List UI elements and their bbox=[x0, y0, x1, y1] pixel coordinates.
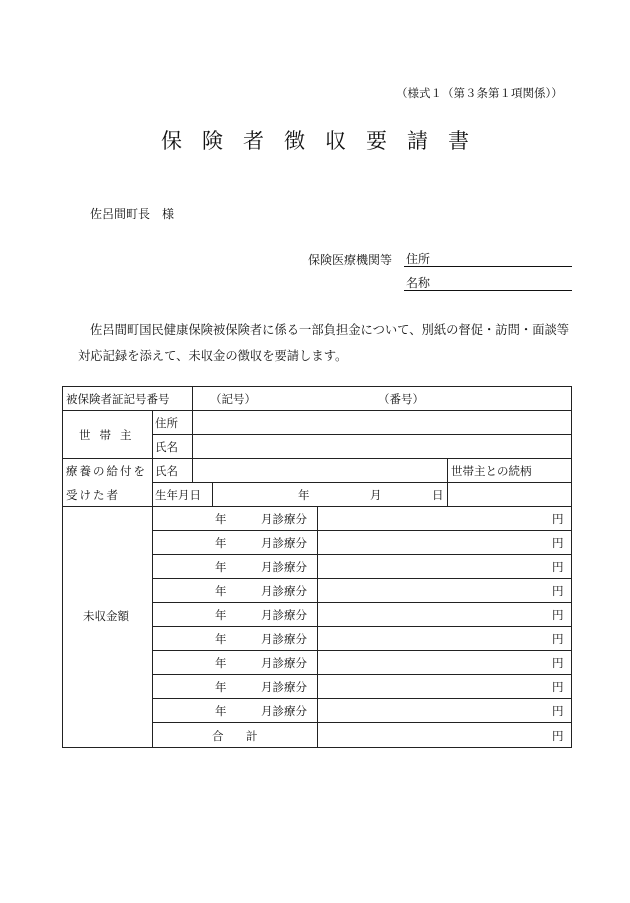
row-year-label: 年 bbox=[215, 704, 227, 718]
row-month-treatment-label: 月診療分 bbox=[261, 608, 307, 622]
row-month-treatment-label: 月診療分 bbox=[261, 584, 307, 598]
row-month-treatment-label: 月診療分 bbox=[261, 656, 307, 670]
form-number: （様式１（第３条第１項関係）） bbox=[396, 86, 563, 100]
row-yen-label: 円 bbox=[552, 704, 564, 718]
row-year-label: 年 bbox=[215, 656, 227, 670]
request-body-text: 佐呂間町国民健康保険被保険者に係る一部負担金について、別紙の督促・訪問・面談等対応記録を添えて、未収金の徴収を要請します。 bbox=[78, 323, 570, 363]
page-title: 保険者徴収要請書 bbox=[161, 129, 489, 153]
total-label-2: 計 bbox=[246, 729, 258, 743]
row-yen-label: 円 bbox=[552, 680, 564, 694]
dob-label: 生年月日 bbox=[155, 488, 201, 502]
row-year-label: 年 bbox=[215, 608, 227, 622]
row-year-label: 年 bbox=[215, 536, 227, 550]
number-label: （番号） bbox=[378, 392, 424, 406]
institution-address-label: 住所 bbox=[406, 252, 431, 266]
row-yen-label: 円 bbox=[552, 632, 564, 646]
row-year-label: 年 bbox=[215, 680, 227, 694]
insured-number-label: 被保険者証記号番号 bbox=[66, 392, 170, 406]
row-yen-label: 円 bbox=[552, 536, 564, 550]
dob-month-label: 月 bbox=[370, 488, 382, 502]
household-name-label: 氏名 bbox=[155, 440, 178, 454]
total-yen-label: 円 bbox=[552, 729, 564, 743]
recipient-label-line1: 療養の給付を bbox=[66, 464, 147, 478]
row-month-treatment-label: 月診療分 bbox=[261, 632, 307, 646]
row-year-label: 年 bbox=[215, 560, 227, 574]
unpaid-amount-label: 未収金額 bbox=[83, 609, 129, 623]
row-year-label: 年 bbox=[215, 584, 227, 598]
row-month-treatment-label: 月診療分 bbox=[261, 560, 307, 574]
symbol-label: （記号） bbox=[210, 392, 256, 406]
row-yen-label: 円 bbox=[552, 584, 564, 598]
row-yen-label: 円 bbox=[552, 512, 564, 526]
household-address-label: 住所 bbox=[155, 416, 178, 430]
row-month-treatment-label: 月診療分 bbox=[261, 704, 307, 718]
row-yen-label: 円 bbox=[552, 560, 564, 574]
row-month-treatment-label: 月診療分 bbox=[261, 536, 307, 550]
institution-label: 保険医療機関等 bbox=[308, 253, 393, 267]
relationship-label: 世帯主との続柄 bbox=[451, 464, 532, 478]
row-year-label: 年 bbox=[215, 512, 227, 526]
addressee: 佐呂間町長 様 bbox=[90, 207, 175, 221]
row-month-treatment-label: 月診療分 bbox=[261, 512, 307, 526]
dob-year-label: 年 bbox=[298, 488, 310, 502]
row-month-treatment-label: 月診療分 bbox=[261, 680, 307, 694]
row-yen-label: 円 bbox=[552, 608, 564, 622]
recipient-label-line2: 受けた者 bbox=[66, 488, 120, 502]
institution-name-label: 名称 bbox=[406, 276, 431, 290]
row-year-label: 年 bbox=[215, 632, 227, 646]
recipient-name-label: 氏名 bbox=[155, 464, 178, 478]
total-label-1: 合 bbox=[212, 729, 224, 743]
row-yen-label: 円 bbox=[552, 656, 564, 670]
household-head-label: 世帯主 bbox=[79, 428, 141, 442]
dob-day-label: 日 bbox=[432, 488, 444, 502]
